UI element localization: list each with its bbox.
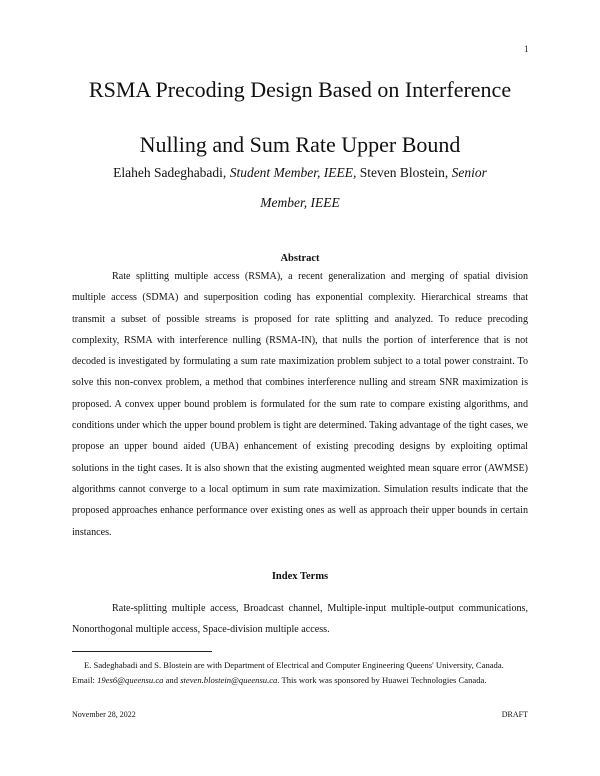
- footnote-email-1: 19es6@queensu.ca: [97, 675, 164, 685]
- author-line-1: [60, 158, 540, 188]
- footnote-email-2: steven.blostein@queensu.ca: [180, 675, 278, 685]
- footnote-rule: [72, 651, 212, 652]
- footnote-sponsor: . This work was sponsored by Huawei Technologies Canada.: [277, 675, 487, 685]
- author-line-2: [60, 188, 540, 218]
- footnote-and: and: [165, 675, 179, 685]
- author-block: [60, 158, 540, 218]
- author-1-name: Elaheh Sadeghabadi,: [113, 165, 227, 180]
- footer-status: DRAFT: [501, 710, 528, 719]
- footer-date: November 28, 2022: [72, 710, 136, 719]
- abstract-heading: Abstract: [280, 253, 320, 264]
- author-1-affiliation: Student Member, IEEE,: [229, 165, 357, 180]
- title-line-1: RSMA Precoding Design Based on Interference: [88, 77, 512, 102]
- page-number: 1: [524, 44, 529, 54]
- author-2-affiliation-a: Senior: [451, 165, 487, 180]
- index-terms-heading: Index Terms: [271, 571, 329, 582]
- footnote: [72, 658, 528, 688]
- footnote-line-1: E. Sadeghabadi and S. Blostein are with Department of Electrical and Computer Engineering Queens' University, Canada.: [84, 660, 504, 670]
- author-2-name: Steven Blostein,: [359, 165, 449, 180]
- paper-title: [0, 62, 600, 172]
- author-2-affiliation-b: Member, IEEE: [260, 195, 340, 210]
- index-terms-text: Rate-splitting multiple access, Broadcast channel, Multiple-input multiple-output communications, Nonorthogonal multiple access, Space-division multiple access.: [72, 603, 528, 636]
- abstract-text: Rate splitting multiple access (RSMA), a recent generalization and merging of spatial division multiple access (SDMA) and superposition coding has exponential complexity. Hierarchical streams that transmit a subset of possible streams is proposed for rate splitting and analyzed. To reduce precoding complexity, RSMA with interference nulling (RSMA-IN), that nulls the portion of interference that is not decoded is investigated by formulating a sum rate maximization problem subject to a total power constraint. To solve this non-convex problem, a method that combines interference nulling and stream SNR maximization is proposed. A convex upper bound problem is formulated for the sum rate to compare existing algorithms, and conditions under which the upper bound problem is tight are determined. Taking advantage of the tight cases, we propose an upper bound aided (UBA) enhancement of existing precoding designs by exploiting optimal solutions in the tight cases. It is also shown that the existing augmented weighted mean square error (AWMSE) algorithms cannot converge to a local optimum in sum rate maximization. Simulation results indicate that the proposed approaches enhance performance over existing ones as well as approach their upper bounds in certain instances.: [72, 271, 528, 538]
- footnote-email-label: Email:: [72, 675, 95, 685]
- footnote-line-2: [72, 673, 528, 688]
- title-line-2: Nulling and Sum Rate Upper Bound: [139, 132, 461, 157]
